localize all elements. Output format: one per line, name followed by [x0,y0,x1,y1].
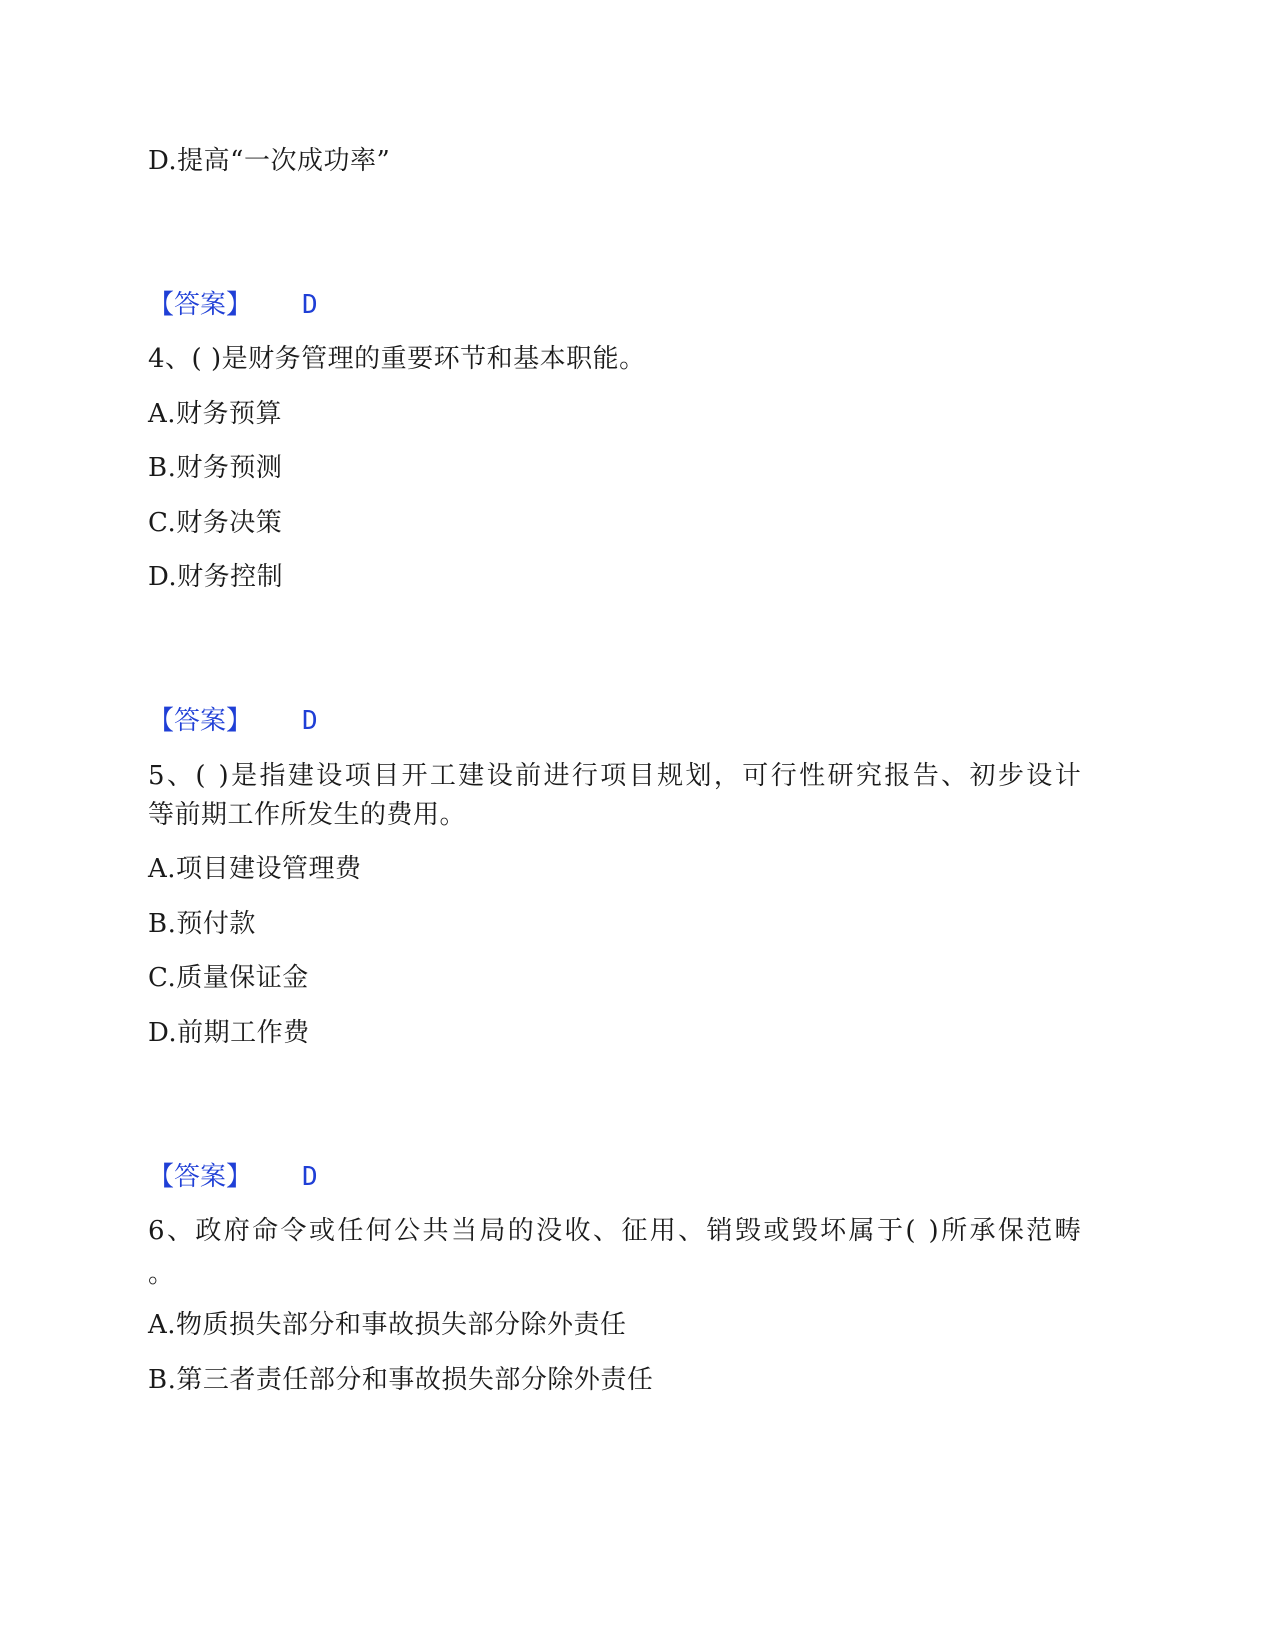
q4-option-a: A.财务预算 [148,399,283,429]
answer-value: D [302,290,318,320]
answer-label: 【答案】 [148,706,253,736]
q4-option-d: D.财务控制 [148,562,284,592]
prev-answer-row [148,289,318,321]
answer-label: 【答案】 [148,1162,253,1192]
q6-stem-line1: 6、政府命令或任何公共当局的没收、征用、销毁或毁坏属于( )所承保范畴 [148,1216,1084,1246]
q4-option-b: B.财务预测 [148,453,283,483]
answer-value: D [302,706,318,736]
q5-option-c: C.质量保证金 [148,963,309,993]
answer-label: 【答案】 [148,290,253,320]
q5-stem-line2: 等前期工作所发生的费用。 [148,800,467,830]
q6-option-a: A.物质损失部分和事故损失部分除外责任 [148,1310,627,1340]
q6-option-b: B.第三者责任部分和事故损失部分除外责任 [148,1365,654,1395]
q4-option-c: C.财务决策 [148,508,283,538]
q4-stem: 4、( )是财务管理的重要环节和基本职能。 [148,344,646,374]
prev-option-d: D.提高“一次成功率” [148,146,391,176]
q4-answer-row [148,705,318,737]
q5-stem-line1: 5、( )是指建设项目开工建设前进行项目规划，可行性研究报告、初步设计 [148,761,1084,791]
q5-answer-row [148,1161,318,1193]
answer-value: D [302,1162,318,1192]
q5-option-a: A.项目建设管理费 [148,854,362,884]
q5-option-b: B.预付款 [148,909,256,939]
q5-option-d: D.前期工作费 [148,1018,310,1048]
q6-stem-line2: 。 [148,1259,175,1289]
